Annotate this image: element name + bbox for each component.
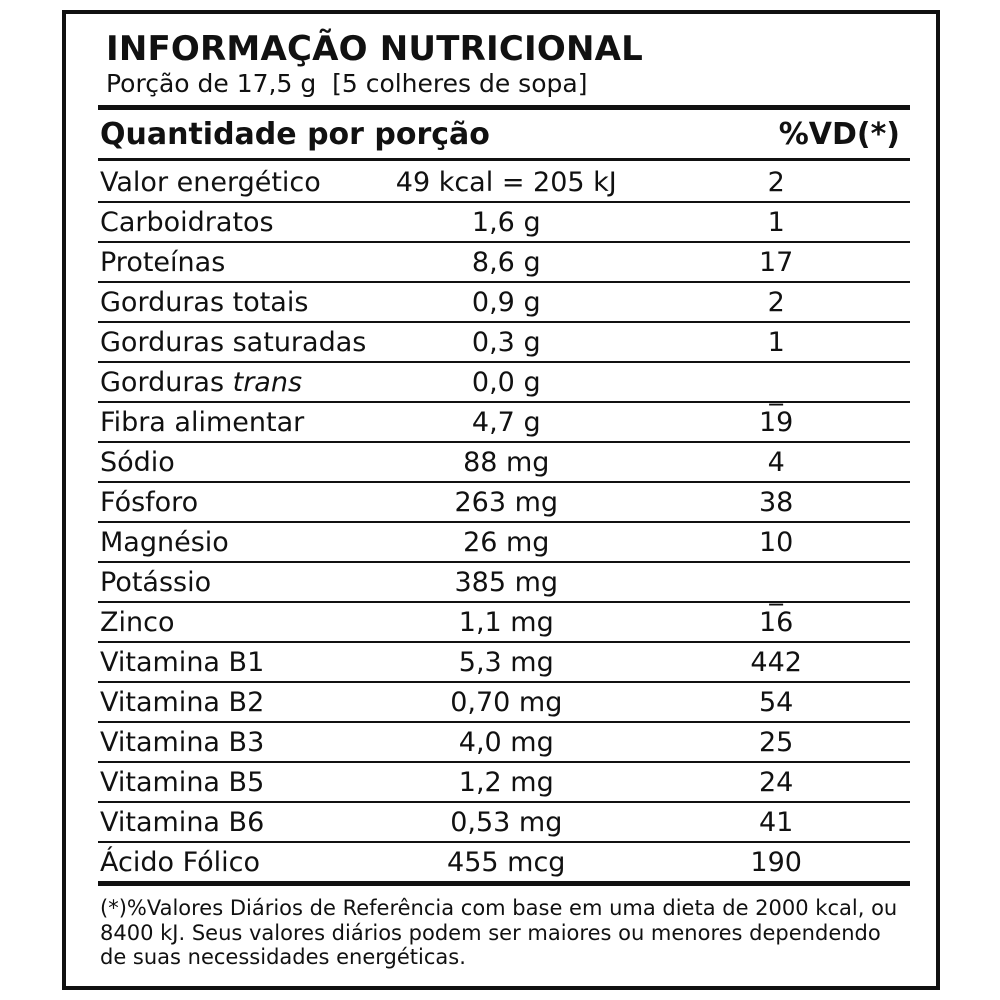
table-row: [98, 802, 910, 842]
nutrient-amount: 1,1 mg: [370, 602, 642, 642]
nutrient-vd: 25: [642, 722, 910, 762]
nutrient-vd: 54: [642, 682, 910, 722]
nutrient-vd: 4: [642, 442, 910, 482]
nutrient-amount: 4,0 mg: [370, 722, 642, 762]
table-header-row: [98, 108, 910, 160]
serving-size-text: Porção de 17,5 g [5 colheres de sopa]: [106, 68, 588, 98]
nutrient-name: Magnésio: [98, 522, 370, 562]
nutrient-name: Ácido Fólico: [98, 842, 370, 884]
nutrient-amount: 88 mg: [370, 442, 642, 482]
nutrient-name: Gorduras totais: [98, 282, 370, 322]
table-row: [98, 762, 910, 802]
nutrient-name-prefix: Gorduras: [100, 366, 233, 398]
nutrient-name: Proteínas: [98, 242, 370, 282]
nutrient-vd: 2: [642, 282, 910, 322]
nutrient-name: Fibra alimentar: [98, 402, 370, 442]
table-row: [98, 442, 910, 482]
nutrient-name-trans: trans: [232, 366, 303, 398]
nutrient-vd: 16: [642, 602, 910, 642]
table-row: [98, 362, 910, 402]
nutrient-vd: [642, 362, 910, 406]
nutrient-vd: 10: [642, 522, 910, 562]
table-row: [98, 282, 910, 322]
table-row: [98, 642, 910, 682]
table-row: [98, 842, 910, 884]
nutrient-amount: 1,2 mg: [370, 762, 642, 802]
nutrient-amount: 1,6 g: [370, 202, 642, 242]
nutrient-name: Sódio: [98, 442, 370, 482]
table-row: [98, 402, 910, 442]
nutrient-amount: 49 kcal = 205 kJ: [370, 160, 642, 203]
nutrient-name: Carboidratos: [98, 202, 370, 242]
nutrient-name: Vitamina B6: [98, 802, 370, 842]
nutrient-vd: 442: [642, 642, 910, 682]
nutrient-amount: 5,3 mg: [370, 642, 642, 682]
header-daily-value: %VD(*): [642, 108, 910, 160]
nutrient-vd: 17: [642, 242, 910, 282]
nutrient-name: Potássio: [98, 562, 370, 602]
table-row: [98, 160, 910, 203]
nutrient-amount: 263 mg: [370, 482, 642, 522]
nutrient-name: [98, 362, 370, 402]
nutrient-amount: 0,53 mg: [370, 802, 642, 842]
nutrient-vd: [642, 562, 910, 606]
nutrient-amount: 0,3 g: [370, 322, 642, 362]
table-row: [98, 522, 910, 562]
nutrient-amount: 385 mg: [370, 562, 642, 602]
nutrient-vd: 190: [642, 842, 910, 884]
nutrient-name: Vitamina B1: [98, 642, 370, 682]
nutrient-amount: 0,0 g: [370, 362, 642, 402]
nutrient-vd: 1: [642, 202, 910, 242]
nutrient-name: Gorduras saturadas: [98, 322, 370, 362]
header-amount-per-portion: Quantidade por porção: [98, 108, 642, 160]
table-row: [98, 562, 910, 602]
nutrient-vd: 38: [642, 482, 910, 522]
nutrient-vd-value: _: [769, 574, 783, 606]
nutrient-name: Vitamina B2: [98, 682, 370, 722]
nutrient-name: Zinco: [98, 602, 370, 642]
nutrition-table-body: [98, 108, 910, 884]
nutrient-vd: 19: [642, 402, 910, 442]
nutrition-table: [98, 105, 910, 886]
nutrient-vd: 41: [642, 802, 910, 842]
nutrient-vd: 1: [642, 322, 910, 362]
nutrient-name: Vitamina B5: [98, 762, 370, 802]
table-row: [98, 482, 910, 522]
table-row: [98, 202, 910, 242]
nutrient-vd-value: _: [769, 374, 783, 406]
nutrient-amount: 8,6 g: [370, 242, 642, 282]
daily-value-footnote: (*)%Valores Diários de Referência com base em uma dieta de 2000 kcal, ou 8400 kJ. Seus valores diários podem ser maiores ou menores dependendo de suas necessidades energéticas.: [100, 896, 898, 970]
table-row: [98, 322, 910, 362]
table-row: [98, 682, 910, 722]
nutrient-amount: 26 mg: [370, 522, 642, 562]
nutrient-name: Valor energético: [98, 160, 370, 203]
nutrient-name: Vitamina B3: [98, 722, 370, 762]
nutrition-facts-label: [62, 10, 940, 990]
nutrient-vd: 24: [642, 762, 910, 802]
nutrient-amount: 4,7 g: [370, 402, 642, 442]
nutrient-name: Fósforo: [98, 482, 370, 522]
table-row: [98, 722, 910, 762]
table-row: [98, 602, 910, 642]
nutrient-amount: 0,70 mg: [370, 682, 642, 722]
nutrient-amount: 455 mcg: [370, 842, 642, 884]
nutrient-vd: 2: [642, 160, 910, 203]
nutrient-amount: 0,9 g: [370, 282, 642, 322]
table-row: [98, 242, 910, 282]
label-title: INFORMAÇÃO NUTRICIONAL: [106, 29, 643, 69]
